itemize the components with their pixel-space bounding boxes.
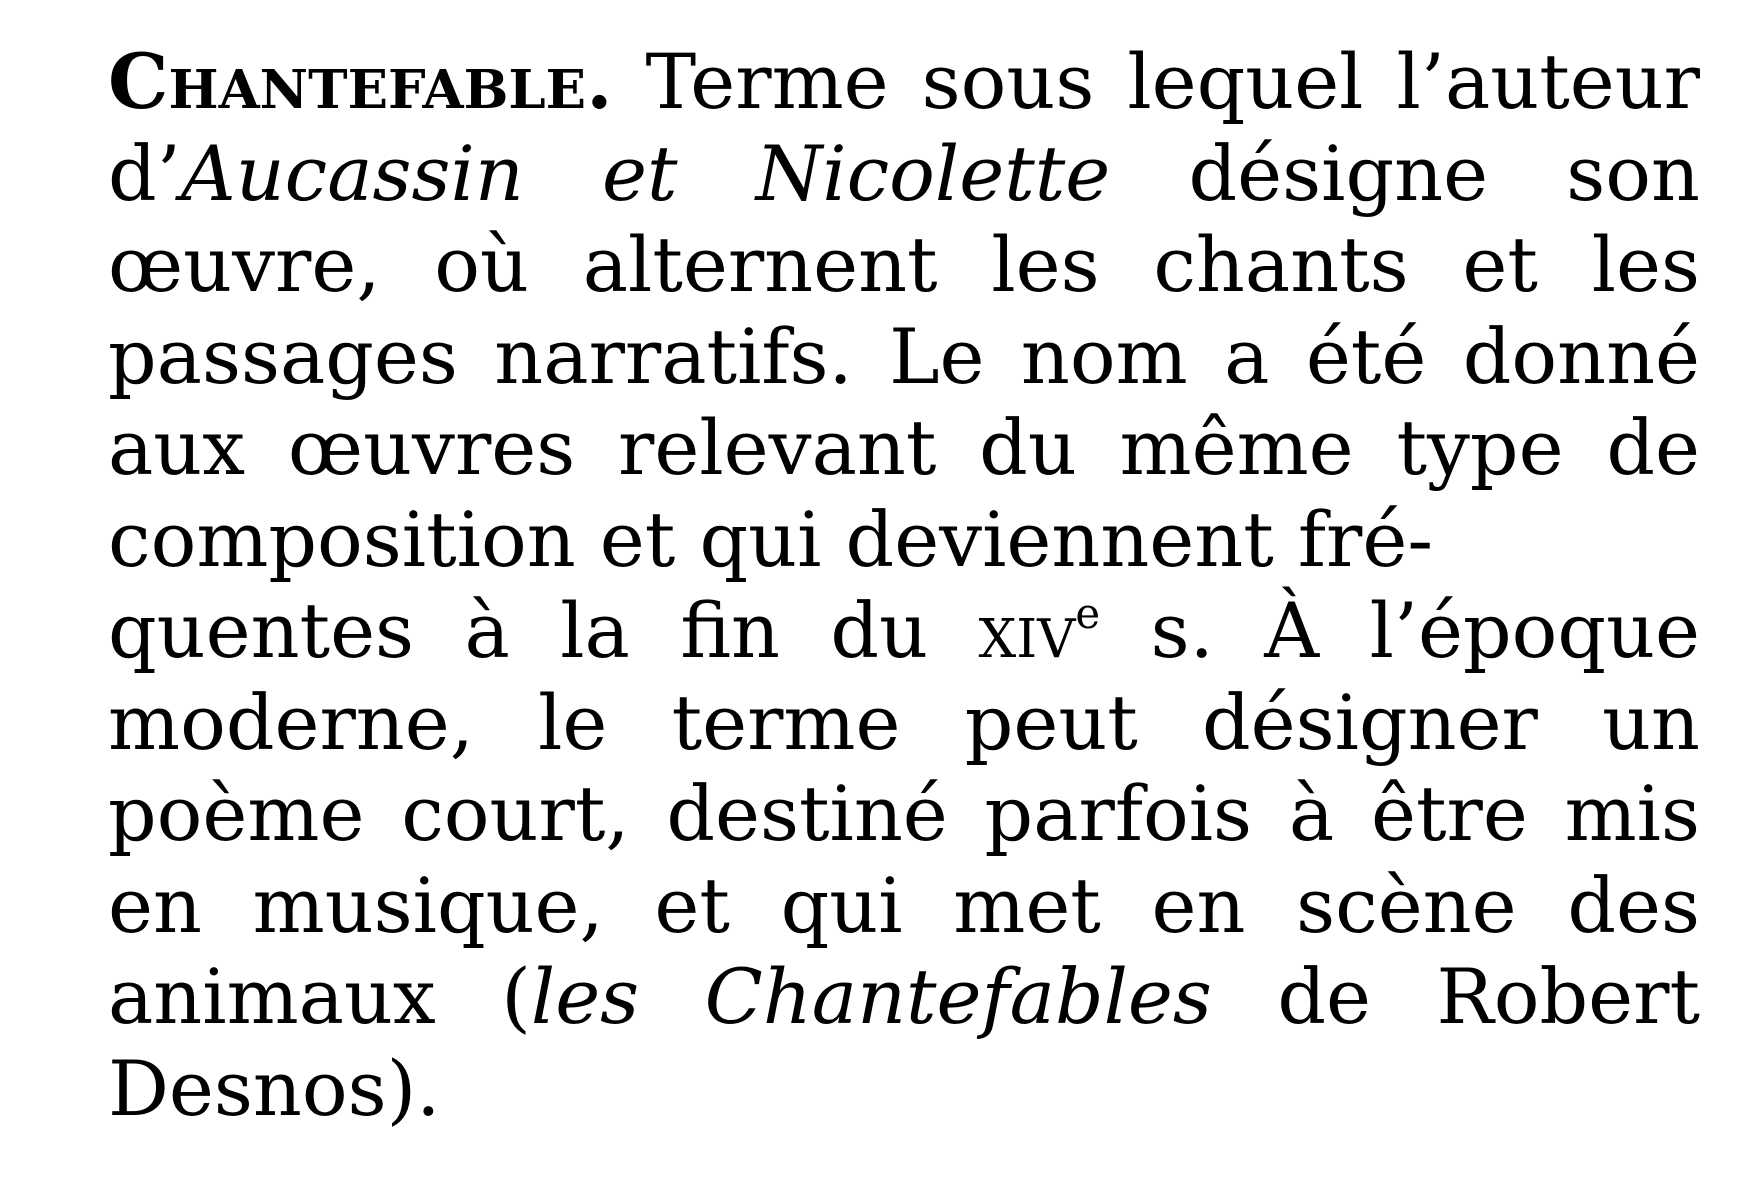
entry-text-3: quentes à la fin du <box>108 586 979 675</box>
entry-text-5: de Robert Desnos). <box>108 952 1700 1133</box>
century-superscript: e <box>1075 588 1101 638</box>
entry-text-1: Terme sous lequel l’auteur d’ <box>108 37 1700 218</box>
work-title-aucassin: Aucassin et Nicolette <box>180 128 1111 218</box>
work-title-chantefables: les Chantefables <box>530 952 1212 1041</box>
headword: Chantefable. <box>108 37 613 126</box>
century-numeral: xiv <box>978 586 1076 675</box>
dictionary-entry <box>108 36 1700 1134</box>
entry-text-2: désigne son œuvre, où alternent les chants et les passages narratifs. Le nom a été donné aux œuvres relevant du même type de composition et qui deviennent fré- <box>108 128 1700 584</box>
entry-text-4: s. À l’époque moderne, le terme peut désigner un poème court, destiné parfois à être mis en musique, et qui met en scène des animaux ( <box>108 586 1700 1041</box>
